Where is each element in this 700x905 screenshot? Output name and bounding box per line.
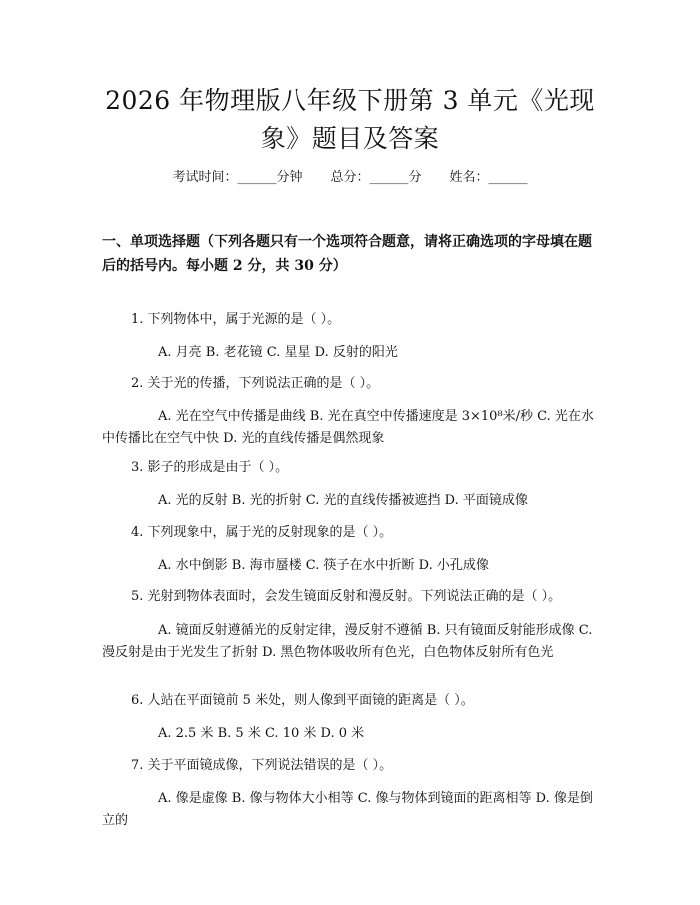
question-3: 3. 影子的形成是由于（ ）。 — [131, 460, 289, 475]
section-header: 一、单项选择题（下列各题只有一个选项符合题意，请将正确选项的字母填在题后的括号内。每小题 2 分，共 30 分） — [102, 234, 592, 274]
document-title: 2026 年物理版八年级下册第 3 单元《光现象》题目及答案 — [105, 86, 595, 153]
question-6-options: A. 2.5 米 B. 5 米 C. 10 米 D. 0 米 — [158, 726, 365, 741]
question-4: 4. 下列现象中，属于光的反射现象的是（ ）。 — [131, 525, 393, 540]
question-5-options: A. 镜面反射遵循光的反射定律，漫反射不遵循 B. 只有镜面反射能形成像 C. 漫反射是由于光发生了折射 D. 黑色物体吸收所有色光，白色物体反射所有色光 — [102, 623, 593, 660]
exam-meta — [0, 168, 700, 188]
question-3-options: A. 光的反射 B. 光的折射 C. 光的直线传播被遮挡 D. 平面镜成像 — [158, 493, 528, 508]
exam-time: 考试时间：______分钟 — [172, 170, 303, 185]
question-4-options: A. 水中倒影 B. 海市蜃楼 C. 筷子在水中折断 D. 小孔成像 — [158, 558, 489, 573]
question-5: 5. 光射到物体表面时，会发生镜面反射和漫反射。下列说法正确的是（ ）。 — [131, 589, 562, 604]
question-1: 1. 下列物体中，属于光源的是（ ）。 — [131, 312, 341, 327]
question-1-options: A. 月亮 B. 老花镜 C. 星星 D. 反射的阳光 — [158, 345, 398, 360]
question-2: 2. 关于光的传播，下列说法正确的是（ ）。 — [131, 376, 380, 391]
question-7-options: A. 像是虚像 B. 像与物体大小相等 C. 像与物体到镜面的距离相等 D. 像是倒立的 — [102, 791, 593, 828]
question-2-options: A. 光在空气中传播是曲线 B. 光在真空中传播速度是 3×10⁸米/秒 C. 光在水中传播比在空气中快 D. 光的直线传播是偶然现象 — [102, 409, 594, 446]
question-7: 7. 关于平面镜成像，下列说法错误的是（ ）。 — [131, 758, 393, 773]
exam-name: 姓名：______ — [449, 170, 528, 185]
question-6: 6. 人站在平面镜前 5 米处，则人像到平面镜的距离是（ ）。 — [131, 693, 474, 708]
exam-score: 总分：______分 — [330, 170, 422, 185]
